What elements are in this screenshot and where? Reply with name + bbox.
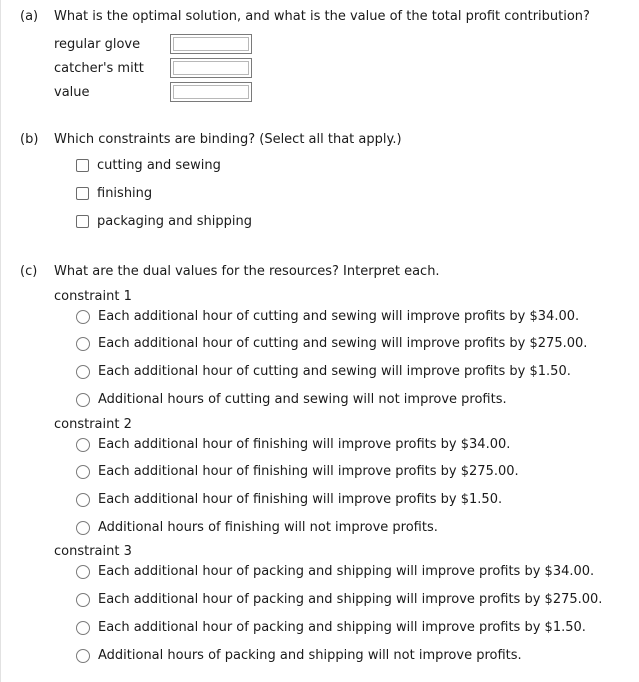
radio-button[interactable] (76, 493, 90, 507)
radio-label: Each additional hour of packing and shipping will improve profits by $34.00. (98, 564, 595, 579)
part-a-question-row (20, 9, 630, 27)
checkbox-box[interactable] (76, 187, 89, 200)
checkbox-label: cutting and sewing (97, 158, 221, 173)
radio-button[interactable] (76, 337, 90, 351)
part-a-question: What is the optimal solution, and what is the value of the total profit contribution? (54, 9, 590, 24)
radio-label: Each additional hour of packing and shipping will improve profits by $1.50. (98, 620, 586, 635)
radio-label: Additional hours of packing and shipping will not improve profits. (98, 648, 522, 663)
checkbox-label: finishing (97, 186, 153, 201)
checkbox-box[interactable] (76, 159, 89, 172)
radio-button[interactable] (76, 393, 90, 407)
part-b (20, 132, 630, 229)
value-input[interactable] (170, 82, 252, 102)
part-b-letter: (b) (20, 132, 39, 147)
regular-glove-input[interactable] (170, 34, 252, 54)
catchers-mitt-input-inner (173, 61, 249, 75)
part-a-letter: (a) (20, 9, 39, 24)
checkbox-label: packaging and shipping (97, 214, 252, 229)
catchers-mitt-label: catcher's mitt (54, 61, 144, 76)
radio-label: Each additional hour of cutting and sewing will improve profits by $34.00. (98, 309, 580, 324)
radio-label: Each additional hour of packing and shipping will improve profits by $275.00. (98, 592, 603, 607)
radio-button[interactable] (76, 365, 90, 379)
radio-button[interactable] (76, 621, 90, 635)
part-c-letter: (c) (20, 264, 38, 279)
catchers-mitt-row (54, 59, 274, 81)
regular-glove-label: regular glove (54, 37, 141, 52)
part-b-question-row (20, 132, 630, 150)
left-border (0, 0, 1, 682)
radio-label: Each additional hour of finishing will improve profits by $34.00. (98, 437, 511, 452)
value-input-inner (173, 85, 249, 99)
regular-glove-input-inner (173, 37, 249, 51)
part-c-question-row (20, 264, 630, 282)
radio-button[interactable] (76, 465, 90, 479)
radio-button[interactable] (76, 438, 90, 452)
radio-label: Additional hours of cutting and sewing will not improve profits. (98, 392, 507, 407)
radio-button[interactable] (76, 649, 90, 663)
constraint-1-label: constraint 1 (54, 289, 132, 304)
radio-label: Each additional hour of cutting and sewing will improve profits by $275.00. (98, 336, 588, 351)
part-a (20, 9, 630, 100)
checkbox-box[interactable] (76, 215, 89, 228)
regular-glove-row (54, 35, 274, 57)
radio-button[interactable] (76, 593, 90, 607)
constraint-3-label: constraint 3 (54, 544, 132, 559)
radio-label: Each additional hour of finishing will improve profits by $275.00. (98, 464, 519, 479)
radio-button[interactable] (76, 565, 90, 579)
part-c-question: What are the dual values for the resources? Interpret each. (54, 264, 440, 279)
radio-label: Each additional hour of finishing will improve profits by $1.50. (98, 492, 503, 507)
part-b-question: Which constraints are binding? (Select all that apply.) (54, 132, 402, 147)
radio-button[interactable] (76, 310, 90, 324)
radio-label: Additional hours of finishing will not improve profits. (98, 520, 438, 535)
constraint-2-label: constraint 2 (54, 417, 132, 432)
radio-label: Each additional hour of cutting and sewing will improve profits by $1.50. (98, 364, 571, 379)
value-row (54, 83, 274, 105)
part-c (20, 264, 630, 663)
catchers-mitt-input[interactable] (170, 58, 252, 78)
radio-button[interactable] (76, 521, 90, 535)
value-label: value (54, 85, 90, 100)
